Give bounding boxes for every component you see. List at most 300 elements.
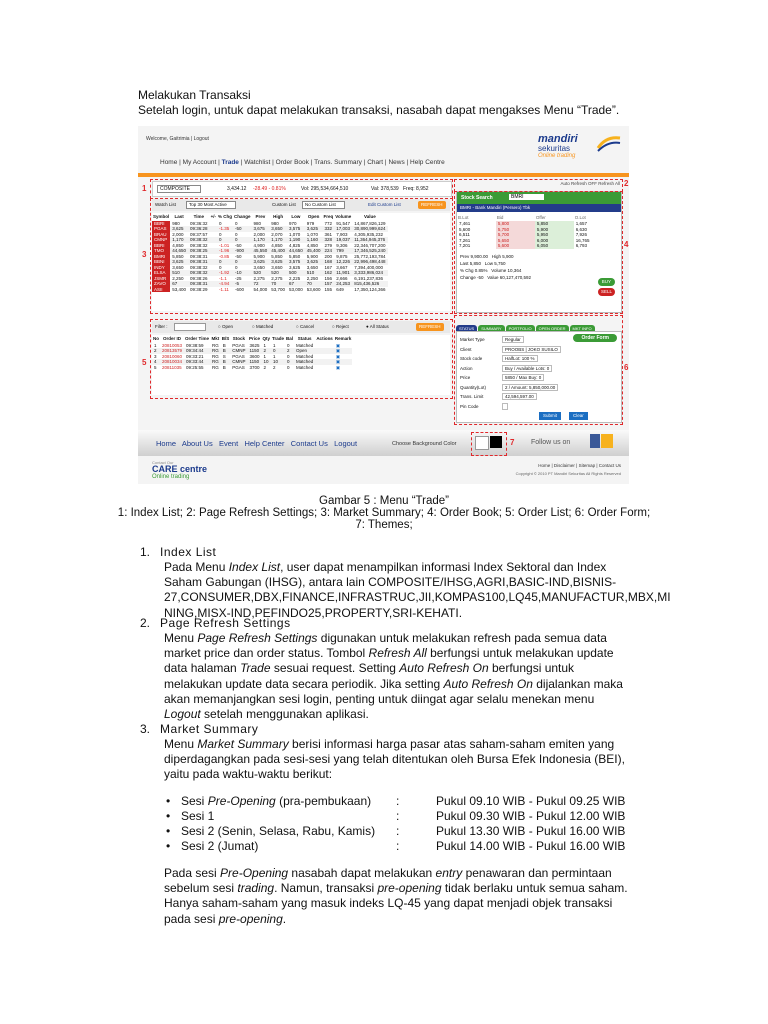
market-cell: ELSA bbox=[152, 270, 170, 276]
market-cell: 09:38:32 bbox=[190, 242, 208, 248]
market-cell: 4,850 bbox=[306, 242, 319, 248]
market-cell: 332 bbox=[324, 226, 333, 231]
custom-list-select[interactable]: No Custom List bbox=[302, 201, 345, 209]
market-cell: 0 bbox=[234, 231, 238, 237]
edit-custom-list-link[interactable]: Edit Custom List bbox=[368, 202, 401, 207]
market-column-header: Prev bbox=[255, 214, 266, 219]
order-cell: PGAS bbox=[232, 353, 245, 359]
index-change: -28.49 - 0.81% bbox=[253, 186, 286, 192]
market-cell: 649 bbox=[336, 286, 344, 292]
order-cell: 09:33:44 bbox=[186, 359, 204, 364]
market-cell: 0 bbox=[234, 237, 238, 242]
order-column-header: Price bbox=[248, 336, 260, 341]
order-cell: 3600 bbox=[249, 353, 260, 359]
market-cell: 91,547 bbox=[336, 220, 351, 226]
order-cell: B bbox=[222, 342, 226, 348]
orange-bar bbox=[138, 173, 629, 177]
nav-trade[interactable]: Trade bbox=[221, 159, 239, 166]
order-form-value[interactable]: 5850 / Max Buy: 0 bbox=[502, 374, 544, 381]
order-cell: B bbox=[222, 348, 226, 353]
market-cell: 162 bbox=[324, 270, 333, 275]
order-cell: Open bbox=[296, 348, 308, 353]
order-cell: B bbox=[222, 359, 226, 364]
market-cell: 520 bbox=[253, 270, 261, 275]
order-cell: 1150 bbox=[249, 359, 260, 364]
order-column-header: Bal bbox=[286, 336, 294, 341]
sell-button[interactable]: SELL bbox=[598, 288, 615, 296]
market-cell: 0 bbox=[218, 237, 222, 242]
filter-reject[interactable]: ○ Reject bbox=[332, 324, 349, 329]
market-cell: 980 bbox=[172, 220, 180, 226]
section-1-body: Pada Menu Index List, user dapat menampilkan informasi Index Sektoral dan Index Saham Gabungan (IHSG), antara lain COMPOSITE/IHSG,AGRI,BASIC-IND,BISNIS- 27,CONSUMER,DBX,FINANCE,INFRASTRUC,JII,KOMPAS100,LQ45,MANUFACTUR,MBX,MI NING,MISX-IND,PEFINDO25,PROPERTY,SRI-KEHATI. bbox=[164, 560, 671, 620]
order-cell: 09:25:55 bbox=[186, 364, 204, 370]
market-cell: 22,996,498,448 bbox=[354, 259, 386, 264]
market-cell: 44,650 bbox=[289, 248, 303, 253]
index-freq: Freq: 8,952 bbox=[403, 186, 429, 192]
market-cell: 09:38:25 bbox=[190, 248, 208, 253]
watchlist-select[interactable]: Top 30 Most Active bbox=[186, 201, 236, 209]
trade-screenshot bbox=[138, 126, 629, 484]
section-2-body: Menu Page Refresh Settings digunakan untuk melakukan refresh pada semua data market price dan order status. Tombol Refresh All berfungsi untuk melakukan update data halaman Trade sesuai request. Setting Auto Refresh On berfungsi untuk melakukan update data secara periodik. Jika setting Auto Refresh On dijalankan maka akan memanjangkan sesi login, penting untuk diingat agar selalu menekan menu Logout setelah menggunakan aplikasi. bbox=[164, 631, 623, 722]
index-vol: Vol: 295,534,664,510 bbox=[301, 186, 349, 192]
market-cell: 772 bbox=[324, 220, 333, 226]
facebook-icon[interactable] bbox=[590, 434, 600, 448]
order-cell: 20813579 bbox=[162, 348, 183, 353]
section-2-title: 2. Page Refresh Settings bbox=[140, 616, 291, 630]
market-cell: 1,170 bbox=[253, 237, 265, 242]
order-action-icon[interactable]: ▣ bbox=[335, 359, 341, 364]
clear-button[interactable]: Clear bbox=[569, 412, 588, 420]
market-cell: 3,625 bbox=[289, 264, 301, 270]
order-cell: 10 bbox=[273, 359, 279, 364]
market-cell: -1.35 bbox=[218, 226, 230, 231]
market-cell: 09:38:31 bbox=[190, 259, 208, 264]
nav-watchlist[interactable]: Watchlist bbox=[244, 159, 271, 166]
quote-cell: 7,461 bbox=[459, 221, 471, 226]
refresh-button[interactable]: REFRESH bbox=[418, 201, 446, 209]
order-cell: PGAS bbox=[232, 342, 245, 348]
copyright-text: Copyright © 2010 PT Mandiri Sekuritas All Rights Reserved bbox=[515, 471, 621, 476]
stat-change: Change -50 bbox=[460, 274, 484, 280]
order-action-icon[interactable]: ▣ bbox=[335, 342, 341, 348]
section-heading: Melakukan Transaksi bbox=[138, 88, 251, 102]
quote-cell: 7,261 bbox=[459, 237, 471, 243]
market-cell: 0 bbox=[234, 259, 238, 264]
market-cell: 5,850 bbox=[271, 253, 283, 259]
order-column-header: Remark bbox=[334, 336, 352, 341]
order-cell: 4 bbox=[154, 359, 157, 364]
quote-cell: 7,201 bbox=[459, 243, 471, 248]
custom-list-label: Custom List bbox=[272, 202, 296, 207]
nav-trans-summary[interactable]: Trans. Summary bbox=[314, 159, 362, 166]
order-form-label: Trans. Limit bbox=[460, 394, 484, 399]
order-cell: 3 bbox=[154, 353, 157, 359]
order-form-value[interactable]: Regular bbox=[502, 336, 524, 343]
market-cell: 3,675 bbox=[253, 226, 265, 231]
order-form-label: Market Type bbox=[460, 337, 485, 342]
watchlist-label: Watch List bbox=[155, 202, 176, 207]
order-form-value[interactable]: 42,594,597.00 bbox=[502, 393, 537, 400]
market-cell: 3,625 bbox=[172, 259, 184, 264]
order-form-title: Order Form bbox=[573, 334, 617, 342]
quote-cell: 5,650 bbox=[496, 238, 535, 244]
market-cell: -5 bbox=[234, 281, 239, 286]
filter-all-status[interactable]: ● All Status bbox=[366, 324, 389, 329]
market-cell: 4,850 bbox=[271, 242, 283, 248]
footer-event-link[interactable]: Event bbox=[218, 439, 239, 448]
order-form-label: Quantity(Lot) bbox=[460, 384, 487, 390]
market-cell: 5,850 bbox=[172, 253, 184, 259]
market-cell: ZAVO bbox=[152, 281, 170, 287]
care-centre-logo: Contact Our CARE centre Online trading bbox=[152, 460, 208, 480]
market-cell: 0 bbox=[218, 264, 222, 270]
market-cell: 3,625 bbox=[172, 226, 184, 231]
filter-label: Filter : bbox=[155, 324, 168, 329]
order-cell: 1 bbox=[263, 342, 267, 348]
market-cell: 2,250 bbox=[306, 275, 319, 281]
order-cell: 1 bbox=[273, 342, 276, 348]
market-cell: -10 bbox=[234, 270, 242, 275]
market-cell: 4,825 bbox=[289, 242, 301, 248]
stock-search-label: Stock Search bbox=[461, 195, 493, 201]
market-cell: 30,890,999,624 bbox=[354, 226, 386, 231]
market-cell: 3,667 bbox=[336, 264, 348, 270]
order-cell: Matched bbox=[296, 364, 314, 370]
quote-cell: 5,600 bbox=[459, 226, 471, 232]
market-cell: 3,575 bbox=[289, 259, 301, 264]
market-cell: 3,575 bbox=[289, 226, 301, 231]
market-column-header: Time bbox=[193, 214, 204, 219]
stat-high: High 5,900 bbox=[491, 253, 514, 259]
submit-button[interactable]: Submit bbox=[539, 412, 561, 420]
market-cell: 1,070 bbox=[289, 231, 301, 237]
market-cell: -900 bbox=[234, 248, 244, 253]
market-cell: 1,190 bbox=[289, 237, 301, 242]
order-cell: S bbox=[222, 353, 226, 359]
market-cell: -1.11 bbox=[218, 286, 229, 292]
order-form-label: Pin Code bbox=[460, 403, 479, 409]
marker-2: 2 bbox=[624, 179, 629, 188]
order-action-icon[interactable]: ▣ bbox=[335, 348, 341, 353]
market-cell: 3,625 bbox=[253, 259, 265, 264]
market-cell: 3,625 bbox=[306, 226, 319, 231]
market-cell: 53,600 bbox=[306, 286, 321, 292]
welcome-text: Welcome, Gaitrimia | Logout bbox=[146, 136, 209, 142]
order-cell: 2 bbox=[287, 348, 290, 353]
market-cell: -600 bbox=[234, 286, 244, 292]
session-name: Sesi 2 (Jumat) bbox=[181, 839, 259, 853]
footer-nav bbox=[156, 439, 357, 448]
quote-column-header: B.Lot bbox=[458, 214, 469, 220]
market-cell: 980 bbox=[271, 220, 279, 226]
nav-order-book[interactable]: Order Book bbox=[275, 159, 309, 166]
market-cell: 9,306 bbox=[336, 242, 348, 248]
marker-1: 1 bbox=[142, 184, 147, 193]
order-refresh-button[interactable]: REFRESH bbox=[416, 323, 444, 331]
order-cell: RG bbox=[211, 342, 219, 348]
order-cell: RG bbox=[211, 364, 219, 370]
figure-legend-1: 1: Index List; 2: Page Refresh Settings; 3: Market Summary; 4: Order Book; 5: Order List; 6: Order Form; bbox=[117, 507, 651, 519]
order-cell: 20810060 bbox=[162, 353, 183, 359]
footer-contact-link[interactable]: Contact Us bbox=[290, 439, 328, 448]
bullet-icon: • bbox=[166, 809, 171, 823]
market-column-header: Value bbox=[363, 214, 376, 219]
stock-code-input[interactable]: BMRI bbox=[509, 194, 544, 200]
quote-column-header: O.Lot bbox=[574, 214, 586, 220]
market-cell: 5,900 bbox=[253, 253, 265, 259]
session-time: Pukul 09.10 WIB - Pukul 09.25 WIB bbox=[436, 794, 626, 808]
order-action-icon[interactable]: ▣ bbox=[335, 353, 341, 359]
order-cell: RG bbox=[211, 353, 219, 359]
market-cell: 2,275 bbox=[253, 275, 265, 281]
auto-refresh-setting[interactable]: Auto Refresh OFF Refresh All bbox=[560, 181, 620, 186]
market-cell: CMNP bbox=[152, 237, 170, 243]
session-colon: : bbox=[396, 809, 400, 823]
order-cell: Matched bbox=[296, 359, 314, 364]
market-cell: 2,070 bbox=[271, 231, 283, 237]
market-cell: 815,436,526 bbox=[354, 281, 380, 286]
order-column-header: Order ID bbox=[163, 336, 182, 341]
market-cell: ASII bbox=[152, 287, 170, 293]
index-val: Val: 378,539 bbox=[371, 186, 399, 192]
order-column-header: Actions bbox=[316, 336, 333, 341]
session-name: Sesi 2 (Senin, Selasa, Rabu, Kamis) bbox=[181, 824, 376, 838]
market-column-header: Symbol bbox=[153, 214, 170, 219]
market-cell: 09:38:26 bbox=[190, 275, 208, 281]
footer-help-link[interactable]: Help Center bbox=[244, 439, 285, 448]
order-form-label: Price bbox=[460, 375, 471, 380]
market-cell: 279 bbox=[324, 242, 333, 248]
session-item bbox=[164, 809, 644, 824]
market-cell: 09:38:31 bbox=[190, 253, 208, 259]
session-item bbox=[164, 824, 644, 839]
market-cell: 510 bbox=[306, 270, 315, 275]
order-form-value[interactable]: Buy / Available Lots: 0 bbox=[502, 365, 552, 372]
order-cell: 1 bbox=[154, 342, 157, 348]
nav-my-account[interactable]: My Account bbox=[182, 159, 217, 166]
market-cell: 510 bbox=[172, 270, 180, 275]
region-7-outline bbox=[471, 432, 507, 456]
region-3-outline bbox=[150, 198, 453, 314]
market-cell: BBNI bbox=[152, 259, 170, 265]
order-cell: 5 bbox=[154, 364, 157, 370]
order-column-header: Order Time bbox=[185, 336, 209, 341]
market-cell: 5,900 bbox=[306, 253, 319, 259]
nav-help-centre[interactable]: Help Centre bbox=[410, 159, 445, 166]
region-1-outline bbox=[150, 179, 453, 199]
market-column-header: % Chg bbox=[217, 214, 232, 219]
order-cell: 1 bbox=[263, 353, 267, 359]
market-cell: 3,625 bbox=[306, 259, 319, 264]
stat-low: Low 5,750 bbox=[484, 260, 506, 266]
order-cell: 3625 bbox=[249, 342, 260, 348]
market-column-header: Open bbox=[307, 214, 320, 219]
market-cell: 0 bbox=[218, 220, 222, 226]
order-column-header: Qty bbox=[262, 336, 271, 341]
order-cell: 09:33:21 bbox=[186, 353, 204, 359]
mandiri-logo: mandiri sekuritas Online trading bbox=[538, 133, 578, 159]
session-colon: : bbox=[396, 839, 400, 853]
market-cell: 72 bbox=[253, 281, 259, 286]
order-cell: CMNP bbox=[232, 348, 246, 353]
quote-cell: 7,926 bbox=[575, 232, 587, 237]
order-tab[interactable]: OPEN ORDER bbox=[536, 325, 569, 332]
filter-matched[interactable]: ○ Matched bbox=[252, 324, 274, 329]
quote-cell: 6,050 bbox=[535, 243, 574, 249]
wave-logo-icon bbox=[596, 134, 622, 152]
market-cell: 970 bbox=[289, 220, 297, 226]
bullet-icon: • bbox=[166, 839, 171, 853]
market-column-header: Freq bbox=[323, 214, 334, 219]
session-list bbox=[164, 794, 644, 854]
market-cell: 3,650 bbox=[253, 264, 265, 270]
footer-logout-link[interactable]: Logout bbox=[334, 439, 358, 448]
order-cell: 2 bbox=[154, 348, 157, 353]
order-column-header: Status bbox=[297, 336, 312, 341]
section-1-title: 1. Index List bbox=[140, 545, 217, 559]
order-cell: 2 bbox=[263, 364, 267, 370]
order-cell: 1150 bbox=[249, 348, 260, 353]
market-cell: 1,070 bbox=[306, 231, 319, 237]
market-cell: -1.96 bbox=[218, 248, 230, 253]
session-name: Sesi 1 bbox=[181, 809, 215, 823]
order-cell: RG bbox=[211, 348, 219, 353]
market-column-header: Volume bbox=[335, 214, 352, 219]
market-cell: 70 bbox=[306, 281, 312, 286]
quote-cell: 5,600 bbox=[496, 243, 535, 249]
market-cell: 2,666 bbox=[336, 275, 348, 281]
order-cell: Matched bbox=[296, 353, 314, 359]
quote-cell: 5,850 bbox=[535, 221, 574, 227]
nav-news[interactable]: News bbox=[388, 159, 405, 166]
market-column-header: Last bbox=[174, 214, 184, 219]
market-cell: -50 bbox=[234, 253, 242, 259]
market-cell: 19,037 bbox=[336, 237, 351, 242]
order-column-header: Mkt bbox=[211, 336, 220, 341]
order-cell: 2 bbox=[263, 348, 267, 353]
quote-cell: 5,900 bbox=[535, 227, 574, 233]
market-cell: 224 bbox=[324, 248, 333, 253]
market-cell: -1.92 bbox=[218, 270, 230, 275]
quote-cell: 6,000 bbox=[535, 238, 574, 244]
filter-open[interactable]: ○ Open bbox=[218, 324, 233, 329]
market-cell: 799 bbox=[336, 248, 344, 253]
market-cell: 53,400 bbox=[172, 286, 187, 292]
market-cell: 11,901 bbox=[336, 270, 350, 275]
nav-home[interactable]: Home bbox=[160, 159, 178, 166]
footer-about-link[interactable]: About Us bbox=[181, 439, 213, 448]
market-cell: 09:38:32 bbox=[190, 270, 208, 275]
quote-column-header: Offer bbox=[535, 214, 546, 220]
market-cell: -50 bbox=[234, 242, 242, 248]
order-tab[interactable]: PORTFOLIO bbox=[506, 325, 535, 332]
filter-cancel[interactable]: ○ Cancel bbox=[296, 324, 314, 329]
section-3-title: 3. Market Summary bbox=[140, 722, 259, 736]
session-item bbox=[164, 839, 644, 854]
session-item bbox=[164, 794, 644, 809]
market-cell: 6,191,237,836 bbox=[354, 275, 383, 281]
session-time: Pukul 13.30 WIB - Pukul 16.00 WIB bbox=[436, 824, 626, 838]
quote-cell: 16,765 bbox=[575, 237, 590, 243]
marker-3: 3 bbox=[142, 250, 147, 259]
market-cell: 09:38:32 bbox=[190, 264, 208, 270]
order-cell: 20810034 bbox=[162, 359, 183, 364]
quote-cell: 6,630 bbox=[575, 226, 587, 232]
stat-chg: % Chg 0.85% bbox=[460, 267, 488, 273]
market-cell: JSMR bbox=[152, 276, 170, 282]
market-cell: -0.85 bbox=[218, 253, 230, 259]
order-cell: 0 bbox=[287, 359, 290, 364]
session-time: Pukul 14.00 WIB - Pukul 16.00 WIB bbox=[436, 839, 626, 853]
stat-prev: Prev 9,900.00 bbox=[460, 253, 489, 259]
region-4-outline bbox=[454, 191, 623, 314]
footer-home-link[interactable]: Home bbox=[156, 439, 177, 448]
market-cell: 09:38:32 bbox=[190, 237, 208, 242]
market-cell: 0 bbox=[218, 231, 222, 237]
market-cell: 168 bbox=[324, 259, 333, 264]
order-form-value[interactable]: HalfLot: 100 % bbox=[502, 355, 538, 362]
order-action-icon[interactable]: ▣ bbox=[335, 364, 341, 370]
order-cell: B bbox=[222, 364, 226, 370]
market-cell: 3,650 bbox=[271, 226, 283, 231]
market-cell: 1,160 bbox=[306, 237, 319, 242]
top-nav: Home | My Account | Trade | Watchlist | Order Book | Trans. Summary | Chart | News | Help Centre bbox=[160, 159, 445, 166]
order-column-header: B/S bbox=[221, 336, 230, 341]
market-cell: 979 bbox=[306, 220, 315, 226]
order-form-value[interactable]: 2 / Amount: 5,850,000.00 bbox=[502, 384, 558, 391]
market-cell: 155 bbox=[324, 286, 333, 292]
market-cell: 24,253 bbox=[336, 281, 351, 286]
order-cell: 20811035 bbox=[162, 364, 182, 370]
order-tab[interactable]: STATUS bbox=[456, 325, 477, 332]
market-cell: BBRI bbox=[152, 221, 170, 227]
market-cell: 157 bbox=[324, 281, 333, 286]
order-form-value[interactable]: PROOBS | JOKO SUSILO bbox=[502, 346, 561, 353]
market-cell: BMRI bbox=[152, 254, 170, 260]
market-cell: 1,170 bbox=[271, 237, 283, 242]
market-cell: -50 bbox=[234, 226, 242, 231]
market-cell: 53,000 bbox=[289, 286, 303, 292]
order-cell: 3700 bbox=[249, 364, 260, 370]
market-cell: 361 bbox=[324, 231, 333, 237]
marker-7: 7 bbox=[510, 438, 515, 447]
order-cell: 20810053 bbox=[162, 342, 183, 348]
bullet-icon: • bbox=[166, 794, 171, 808]
region-6-outline bbox=[454, 315, 623, 425]
twitter-icon[interactable] bbox=[601, 434, 613, 448]
quote-cell: 6,793 bbox=[575, 243, 587, 248]
market-cell: 17,003 bbox=[336, 226, 351, 231]
order-column-header: No bbox=[153, 336, 159, 341]
market-column-header: +/- bbox=[210, 214, 216, 219]
market-cell: 2,000 bbox=[172, 231, 184, 237]
buy-button[interactable]: BUY bbox=[598, 278, 615, 286]
market-cell: 2,250 bbox=[172, 275, 184, 281]
order-tab[interactable]: MKT INFO bbox=[570, 325, 595, 332]
order-cell: CMNP bbox=[232, 359, 246, 364]
order-cell: PGAS bbox=[232, 364, 245, 370]
footer-small-links[interactable]: Home | Disclaimer | Sitemap | Contact Us bbox=[538, 463, 621, 468]
market-cell: 14,867,826,129 bbox=[354, 220, 386, 226]
index-select[interactable]: COMPOSITE bbox=[157, 185, 201, 193]
quote-column-header: Bid bbox=[496, 214, 504, 220]
order-tab[interactable]: SUMMARY bbox=[478, 325, 504, 332]
order-column-header: Stock bbox=[232, 336, 245, 341]
market-cell: 4,850 bbox=[172, 242, 184, 248]
bullet-icon: • bbox=[166, 824, 171, 838]
bg-color-label: Choose Background Color bbox=[392, 441, 457, 447]
nav-chart[interactable]: Chart bbox=[367, 159, 384, 166]
